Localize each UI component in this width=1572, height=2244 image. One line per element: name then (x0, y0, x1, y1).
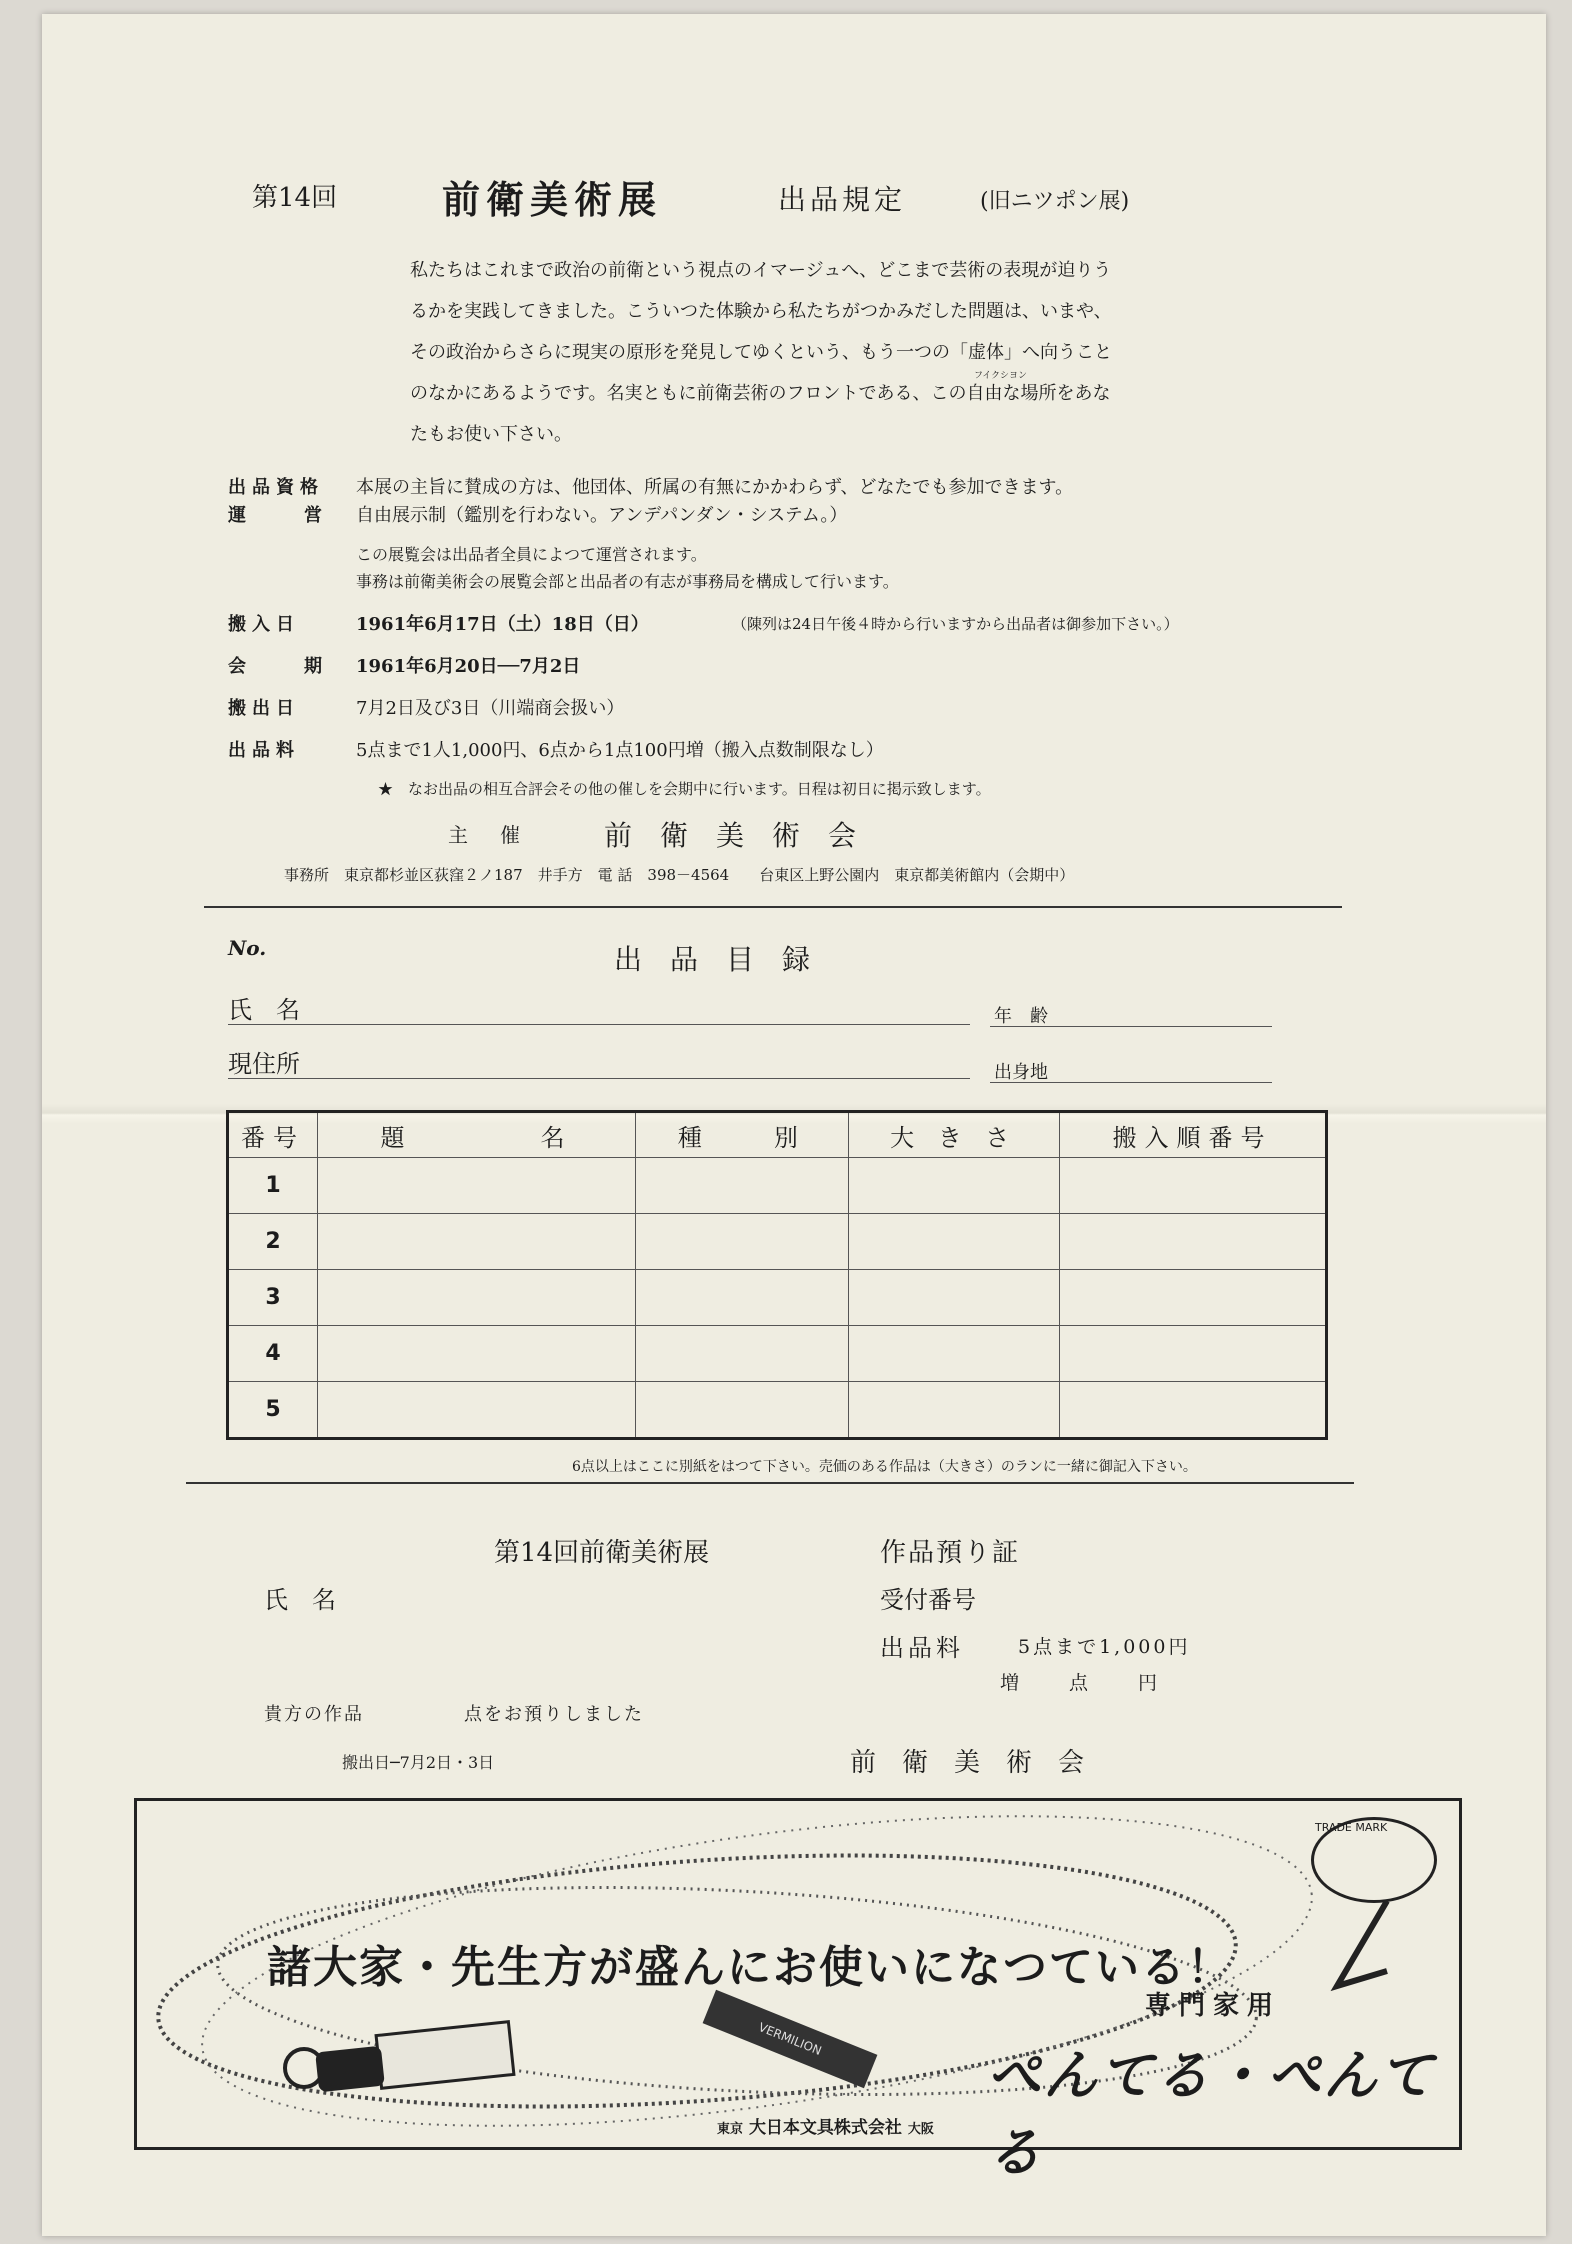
fee-label: 出品料 (228, 740, 300, 761)
fee-text: 5点まで1人1,000円、6点から1点100円増（搬入点数制限なし） (356, 740, 884, 761)
no-label: No. (228, 936, 267, 960)
removal-label: 搬出日 (228, 698, 300, 719)
office-line: 事務所 東京都杉並区荻窪２ノ187 井手方 電 話 398－4564 台東区上野公園内 東京都美術館内（会期中） (284, 866, 1075, 884)
receipt-fee-value: 5点まで1,000円 (1018, 1636, 1191, 1658)
ad-pro-use: 専門家用 (1145, 1991, 1282, 2021)
row-number: 2 (228, 1214, 318, 1270)
order-cell[interactable] (1060, 1270, 1327, 1326)
col-number: 番号 (228, 1112, 318, 1158)
title-cell[interactable] (318, 1214, 636, 1270)
receipt-works-text: 貴方の作品 点をお預りしました (264, 1704, 644, 1725)
intro-line: その政治からさらに現実の原形を発見してゆくという、もう一つの「虚体」へ向うこと (410, 342, 1112, 363)
eligibility-label: 出品資格 (228, 477, 324, 498)
delivery-date: 1961年6月17日（土）18日（日） (356, 614, 649, 635)
type-cell[interactable] (636, 1214, 849, 1270)
birthplace-label: 出身地 (994, 1062, 1048, 1083)
table-row (228, 1270, 1327, 1326)
ad-city-left: 東京 (717, 2122, 744, 2137)
entry-rules-sheet (42, 14, 1546, 2236)
order-cell[interactable] (1060, 1214, 1327, 1270)
operation-note: この展覧会は出品者全員によつて運営されます。 (356, 545, 707, 564)
title-cell[interactable] (318, 1270, 636, 1326)
exhibition-title: 前衛美術展 (442, 177, 663, 222)
title-cell[interactable] (318, 1158, 636, 1214)
name-label: 氏 名 (228, 996, 300, 1024)
eligibility-text: 本展の主旨に賛成の方は、他団体、所属の有無にかかわらず、どなたでも参加できます。 (356, 477, 1074, 498)
birthplace-line[interactable] (990, 1082, 1272, 1083)
age-line[interactable] (990, 1026, 1272, 1027)
ad-company-name: 大日本文具株式会社 (748, 2118, 902, 2138)
receipt-title: 第14回前衛美術展 (494, 1538, 710, 1568)
row-number: 1 (228, 1158, 318, 1214)
size-cell[interactable] (848, 1214, 1059, 1270)
table-row (228, 1326, 1327, 1382)
col-size: 大 き さ (848, 1112, 1059, 1158)
intro-line: 私たちはこれまで政治の前衛という視点のイマージュへ、どこまで芸術の表現が迫りう (410, 260, 1112, 281)
operation-label: 運 営 (228, 505, 342, 526)
receipt-removal: 搬出日─7月2日・3日 (342, 1753, 495, 1772)
intro-line: たもお使い下さい。 (410, 424, 572, 445)
catalog-title: 出 品 目 録 (614, 943, 811, 976)
title-cell[interactable] (318, 1382, 636, 1439)
pentel-ad (134, 1798, 1462, 2184)
order-cell[interactable] (1060, 1382, 1327, 1439)
col-order: 搬入順番号 (1060, 1112, 1327, 1158)
catalog-table (226, 1110, 1328, 1440)
order-cell[interactable] (1060, 1158, 1327, 1214)
row-number: 3 (228, 1270, 318, 1326)
table-row (228, 1158, 1327, 1214)
catalog-footnote: 6点以上はここに別紙をはつて下さい。売価のある作品は（大きさ）のランに一緒に御記入下さい。 (572, 1459, 1197, 1475)
receipt-org: 前 衛 美 術 会 (850, 1748, 1085, 1778)
name-line[interactable] (228, 1024, 970, 1025)
row-number: 5 (228, 1382, 318, 1439)
ad-brand: ぺんてる・ぺんてる (987, 2044, 1435, 2184)
operation-text: 自由展示制（鑑別を行わない。アンデパンダン・システム。） (356, 505, 848, 526)
receipt-name-label: 氏 名 (264, 1586, 336, 1614)
intro-ruby: フイクシヨン (974, 371, 1028, 381)
type-cell[interactable] (636, 1326, 849, 1382)
delivery-label: 搬入日 (228, 614, 300, 635)
size-cell[interactable] (848, 1326, 1059, 1382)
type-cell[interactable] (636, 1270, 849, 1326)
pentel-logo-icon (283, 2047, 325, 2089)
intro-paragraph (410, 250, 1180, 455)
rules-subtitle: 出品規定 (778, 183, 907, 216)
receipt-subtitle: 作品預り証 (880, 1538, 1021, 1568)
table-row (228, 1214, 1327, 1270)
col-type: 種 別 (636, 1112, 849, 1158)
delivery-note: （陳列は24日午後４時から行いますから出品者は御参加下さい。） (732, 615, 1179, 633)
period-date: 1961年6月20日──7月2日 (356, 656, 581, 677)
intro-line: るかを実践してきました。こういつた体験から私たちがつかみだした問題は、いまや、 (410, 301, 1112, 322)
age-label: 年 齢 (994, 1006, 1048, 1027)
order-cell[interactable] (1060, 1326, 1327, 1382)
tube-cap-icon (315, 2046, 385, 2093)
size-cell[interactable] (848, 1382, 1059, 1439)
intro-line: のなかにあるようです。名実ともに前衛芸術のフロントである、この自由な場所をあな (410, 383, 1111, 404)
host-label: 主 催 (448, 823, 526, 847)
size-cell[interactable] (848, 1158, 1059, 1214)
star-note: ★ なお出品の相互合評会その他の催しを会期中に行います。日程は初日に掲示致します。 (378, 780, 991, 798)
receipt-number-label: 受付番号 (880, 1586, 976, 1614)
catalog-header-row (228, 1112, 1327, 1158)
ad-city-right: 大阪 (907, 2122, 934, 2137)
period-label: 会 期 (228, 656, 342, 677)
edition-label: 第14回 (252, 183, 338, 213)
col-title: 題 名 (318, 1112, 636, 1158)
address-label: 現住所 (228, 1050, 300, 1078)
divider (204, 906, 1342, 908)
row-number: 4 (228, 1326, 318, 1382)
operation-note: 事務は前衛美術会の展覧会部と出品者の有志が事務局を構成して行います。 (356, 572, 899, 591)
type-cell[interactable] (636, 1158, 849, 1214)
size-cell[interactable] (848, 1270, 1059, 1326)
receipt-fee-label: 出品料 (880, 1634, 964, 1662)
receipt-extra: 増 点 円 (1000, 1672, 1162, 1694)
title-cell[interactable] (318, 1326, 636, 1382)
pastel-stick-icon: VERMILION (703, 1990, 878, 2089)
removal-text: 7月2日及び3日（川端商会扱い） (356, 698, 625, 719)
type-cell[interactable] (636, 1382, 849, 1439)
address-line[interactable] (228, 1078, 970, 1079)
trademark-text: TRADE MARK (1315, 1821, 1388, 1834)
host-name: 前 衛 美 術 会 (604, 819, 857, 852)
ad-company (717, 2113, 934, 2138)
cut-line (186, 1482, 1354, 1484)
table-row (228, 1382, 1327, 1439)
former-name: (旧ニツポン展) (980, 189, 1130, 214)
ad-slogan: 諸大家・先生方が盛んにお使いになつている！ (267, 1942, 1233, 1993)
